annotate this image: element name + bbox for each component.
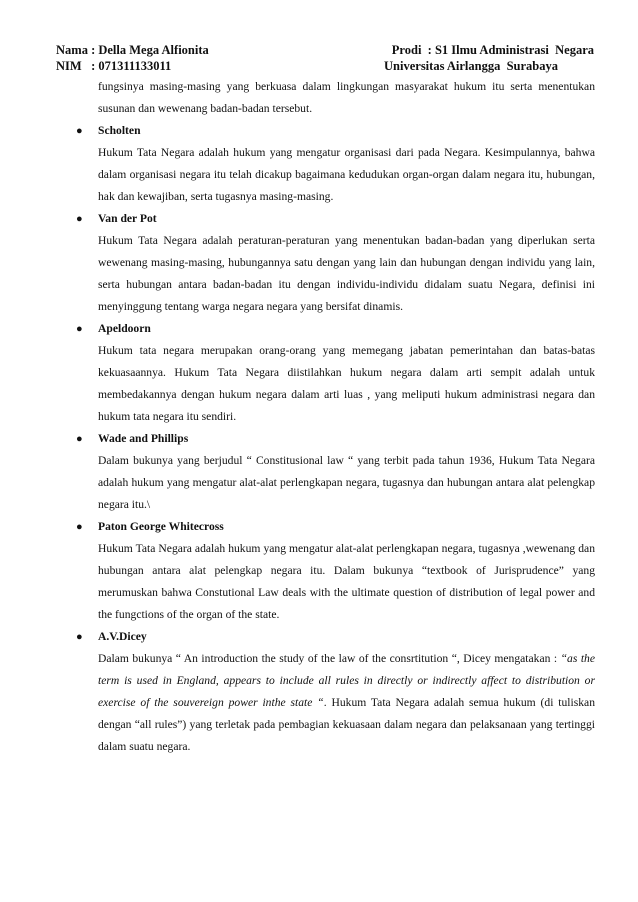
definition-text [98, 648, 595, 758]
study-program: Prodi : S1 Ilmu Administrasi Negara [391, 43, 594, 57]
definition-title: Van der Pot [98, 212, 157, 225]
bullet-icon: ● [76, 631, 83, 643]
dicey-text-a: Dalam bukunya “ An introduction the study of the law of the consrtitution “, Dicey mengatakan : [98, 652, 561, 665]
definition-title: Paton George Whitecross [98, 520, 224, 533]
definition-text: Hukum Tata Negara adalah hukum yang mengatur organisasi dari pada Negara. Kesimpulannya, bahwa dalam organisasi negara itu telah dicakup bagaimana kedudukan organ-organ dalam negara itu, hubungan, hak dan kewajiban, serta tugasnya masing-masing. [98, 146, 595, 203]
dicey-quote: “as the term is used in England, appears to include all rules in directly or indirectly affect to distribution or exercise of the souvereign power inthe state “ [98, 652, 595, 709]
definition-item-scholten [76, 120, 595, 208]
definition-title: A.V.Dicey [98, 630, 147, 643]
student-nim: NIM : 071311133011 [56, 59, 172, 73]
definition-title: Wade and Phillips [98, 432, 189, 445]
definition-text: Hukum Tata Negara adalah peraturan-peraturan yang menentukan badan-badan yang diperlukan serta wewenang masing-masing, hubungannya satu dengan yang lain dan hubungan dengan individu yang lain, serta hubungan antara badan-badan itu dengan individu-individu didalam suatu Negara, definisi ini menyinggung tentang warga negara negara yang bersifat dinamis. [98, 234, 595, 313]
bullet-icon: ● [76, 213, 83, 225]
university: Universitas Airlangga Surabaya [384, 59, 558, 73]
definition-item-apeldoorn [76, 318, 595, 428]
bullet-icon: ● [76, 323, 83, 335]
student-name: Nama : Della Mega Alfionita [56, 43, 209, 57]
bullet-icon: ● [76, 521, 83, 533]
dicey-text-b: . Hukum Tata Negara adalah semua hukum (di tuliskan dengan “all rules”) yang terletak pada pembagian kekuasaan dalam negara dan pelaksanaan yang tertinggi dalam suatu negara. [98, 696, 596, 753]
definition-title: Scholten [98, 124, 141, 137]
definition-item-paton [76, 516, 595, 626]
definition-text: Hukum Tata Negara adalah hukum yang mengatur alat-alat perlengkapan negara, tugasnya ,wewenang dan hubungan antara alat pelengkap negara itu. Dalam bukunya “textbook of Jurisprudence” yang merumuskan bahwa Constutional Law deals with the ultimate question of distribution of legal power and the fungctions of the organ of the state. [98, 542, 595, 621]
definition-item-dicey [76, 626, 596, 758]
definition-text: Dalam bukunya yang berjudul “ Constitusional law “ yang terbit pada tahun 1936, Hukum Tata Negara adalah hukum yang mengatur alat-alat perlengkapan negara, tugasnya dan hubungan antara alat pelengkap negara itu.\ [98, 454, 595, 511]
document-body [76, 76, 596, 758]
definition-item-van-der-pot [76, 208, 595, 318]
bullet-icon: ● [76, 433, 83, 445]
intro-paragraph: fungsinya masing-masing yang berkuasa dalam lingkungan masyarakat hukum itu serta menentukan susunan dan wewenang badan-badan tersebut. [98, 80, 595, 115]
definition-item-wade-phillips [76, 428, 595, 516]
bullet-icon: ● [76, 125, 83, 137]
definition-text: Hukum tata negara merupakan orang-orang yang memegang jabatan pemerintahan dan batas-batas kekuasaannya. Hukum Tata Negara diistilahkan hukum negara dalam arti sempit adalah untuk membedakannya dengan hukum negara dalam arti luas , yang meliputi hukum administrasi negara dan hukum tata negara itu sendiri. [98, 344, 595, 423]
page-header [56, 42, 594, 74]
definition-title: Apeldoorn [98, 322, 151, 335]
